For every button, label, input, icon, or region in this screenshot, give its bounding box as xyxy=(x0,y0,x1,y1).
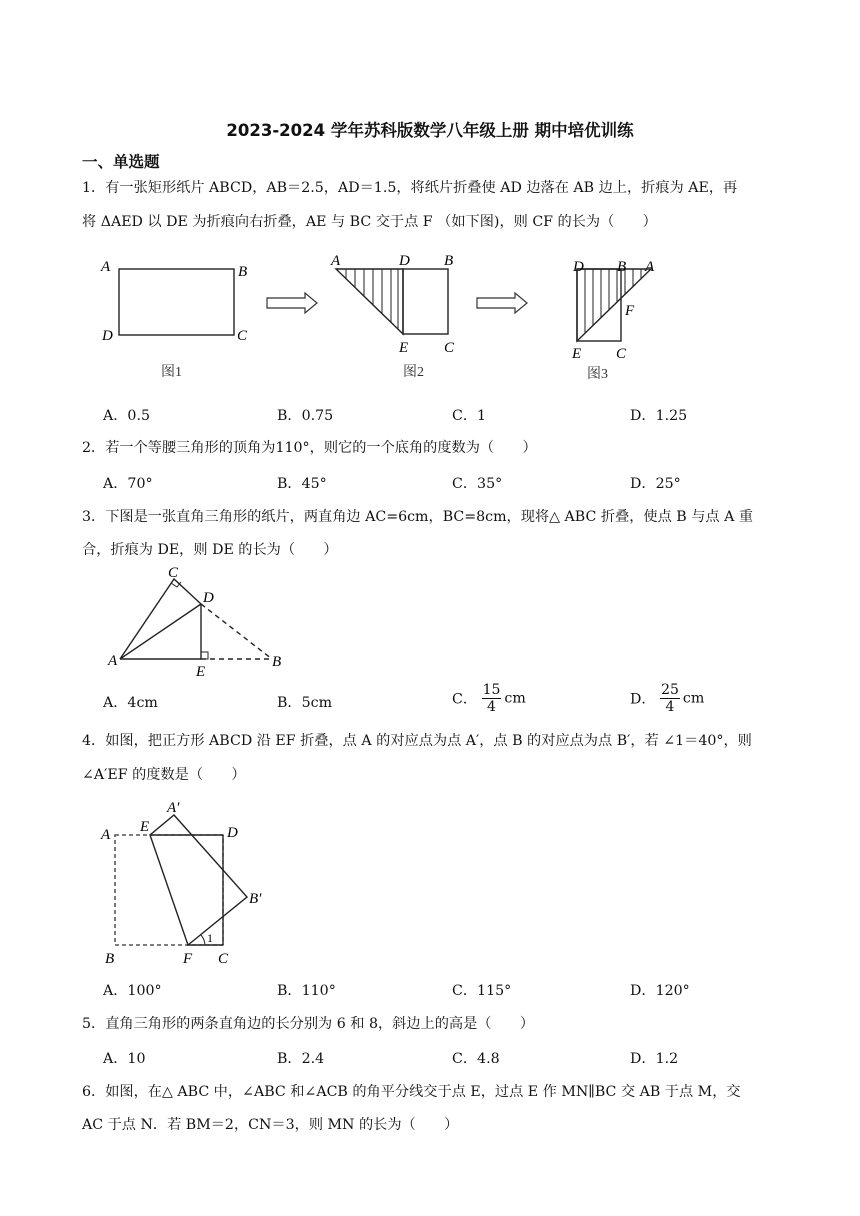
q3-d-numerator: 25 xyxy=(661,682,679,698)
q3-triangle-solid xyxy=(120,579,201,659)
q4-label-a: A xyxy=(101,827,111,843)
q4-label-c: C xyxy=(218,951,229,967)
q1-option-a[interactable]: A．0.5 xyxy=(103,408,150,424)
fig3-hatching xyxy=(585,269,641,333)
question-6-line-2: AC 于点 N．若 BM＝2，CN＝3，则 MN 的长为（ ） xyxy=(82,1117,459,1133)
fig2-hatching xyxy=(346,269,398,329)
question-1-line-1: 1．有一张矩形纸片 ABCD，AB＝2.5，AD＝1.5，将纸片折叠使 AD 边落在 AB 边上，折痕为 AE，再 xyxy=(82,180,738,196)
q4-label-e: E xyxy=(140,819,150,835)
q3-option-d[interactable] xyxy=(630,682,704,715)
q4-label-b: B xyxy=(105,951,115,967)
question-4-figure xyxy=(95,792,285,972)
q3-right-angle-c xyxy=(171,582,181,587)
fig1-caption: 图1 xyxy=(161,365,182,380)
q3-label-d: D xyxy=(203,590,214,606)
question-1-figures xyxy=(95,248,675,388)
question-3-line-2: 合，折痕为 DE，则 DE 的长为（ ） xyxy=(82,542,338,558)
fig3-hatched-triangle xyxy=(577,269,651,341)
q2-option-b[interactable]: B．45° xyxy=(277,476,327,492)
question-6-line-1: 6．如图，在△ ABC 中，∠ABC 和∠ACB 的角平分线交于点 E，过点 E 作 MN∥BC 交 AB 于点 M，交 xyxy=(82,1084,741,1100)
fig2-label-e: E xyxy=(399,340,409,356)
fig1-rectangle xyxy=(119,269,234,335)
document-title: 2023-2024 学年苏科版数学八年级上册 期中培优训练 xyxy=(226,121,634,140)
q4-option-c[interactable]: C．115° xyxy=(452,983,512,999)
q3-dashed-db xyxy=(201,604,272,659)
q4-label-f: F xyxy=(183,951,193,967)
q1-option-d[interactable]: D．1.25 xyxy=(630,408,688,424)
fig3-label-f: F xyxy=(625,303,635,319)
q2-option-c[interactable]: C．35° xyxy=(452,476,503,492)
q4-label-b-prime: B′ xyxy=(249,891,262,907)
q3-option-c-letter: C． xyxy=(452,691,478,708)
fig3-label-d: D xyxy=(573,259,584,275)
question-5-line-1: 5．直角三角形的两条直角边的长分别为 6 和 8，斜边上的高是（ ） xyxy=(82,1016,535,1032)
q3-label-e: E xyxy=(196,664,206,680)
q3-option-d-fraction xyxy=(660,682,680,715)
fig1-label-a: A xyxy=(101,259,111,275)
fig2-label-a: A xyxy=(331,253,341,269)
question-4-line-1: 4．如图，把正方形 ABCD 沿 EF 折叠，点 A 的对应点为点 A′，点 B 的对应点为点 B′，若 ∠1＝40°，则 xyxy=(82,733,752,749)
fig2-label-d: D xyxy=(399,253,410,269)
arrow-1 xyxy=(267,293,317,313)
q3-d-denominator: 4 xyxy=(665,699,675,715)
q3-c-denominator: 4 xyxy=(487,699,496,715)
q4-angle-1-arc xyxy=(201,935,205,945)
fig1-label-d: D xyxy=(102,328,113,344)
q3-label-b: B xyxy=(272,654,282,670)
q5-option-a[interactable]: A．10 xyxy=(103,1051,146,1067)
q5-option-d[interactable]: D．1.2 xyxy=(630,1051,679,1067)
q4-label-angle-1: 1 xyxy=(207,931,213,945)
q3-label-c: C xyxy=(168,565,179,581)
question-2-line-1: 2．若一个等腰三角形的顶角为110°，则它的一个底角的度数为（ ） xyxy=(82,440,537,456)
q4-option-b[interactable]: B．110° xyxy=(277,983,336,999)
q5-option-c[interactable]: C．4.8 xyxy=(452,1051,500,1067)
q1-option-c[interactable]: C．1 xyxy=(452,408,487,424)
fig1-label-c: C xyxy=(237,328,248,344)
fig2-square xyxy=(403,269,448,334)
fig3-label-c: C xyxy=(616,346,627,362)
arrow-2 xyxy=(477,293,527,313)
q3-option-b[interactable]: B．5cm xyxy=(277,695,333,711)
fig2-label-b: B xyxy=(444,253,454,269)
question-4-line-2: ∠A′EF 的度数是（ ） xyxy=(82,767,246,783)
q3-option-a[interactable]: A．4cm xyxy=(103,695,158,711)
q2-option-a[interactable]: A．70° xyxy=(103,476,153,492)
q3-right-angle-e xyxy=(201,652,208,659)
fig3-caption: 图3 xyxy=(587,367,608,382)
fig2-label-c: C xyxy=(444,340,455,356)
q5-option-b[interactable]: B．2.4 xyxy=(277,1051,325,1067)
fig3-label-e: E xyxy=(572,346,582,362)
q3-option-c[interactable] xyxy=(452,682,526,715)
fig3-label-b: B xyxy=(617,259,627,275)
q3-c-unit: cm xyxy=(504,690,526,707)
question-3-figure xyxy=(100,562,300,680)
fig1-label-b: B xyxy=(238,264,248,280)
q3-c-numerator: 15 xyxy=(482,682,501,698)
question-1-line-2: 将 ΔAED 以 DE 为折痕向右折叠，AE 与 BC 交于点 F （如下图)，则 CF 的长为（ ） xyxy=(82,214,657,230)
q3-option-d-letter: D． xyxy=(630,691,656,708)
q3-option-c-fraction xyxy=(482,682,502,715)
section-heading: 一、单选题 xyxy=(82,153,160,171)
q4-option-a[interactable]: A．100° xyxy=(103,983,162,999)
q4-label-a-prime: A′ xyxy=(167,800,180,816)
q1-option-b[interactable]: B．0.75 xyxy=(277,408,334,424)
q4-option-d[interactable]: D．120° xyxy=(630,983,690,999)
q2-option-d[interactable]: D．25° xyxy=(630,476,681,492)
fig3-label-a: A xyxy=(645,259,655,275)
q3-d-unit: cm xyxy=(682,690,705,707)
q4-label-d: D xyxy=(227,825,238,841)
fig2-caption: 图2 xyxy=(403,365,424,380)
q3-label-a: A xyxy=(108,653,118,669)
question-3-line-1: 3．下图是一张直角三角形的纸片，两直角边 AC=6cm，BC=8cm，现将△ ABC 折叠，使点 B 与点 A 重 xyxy=(82,509,754,525)
